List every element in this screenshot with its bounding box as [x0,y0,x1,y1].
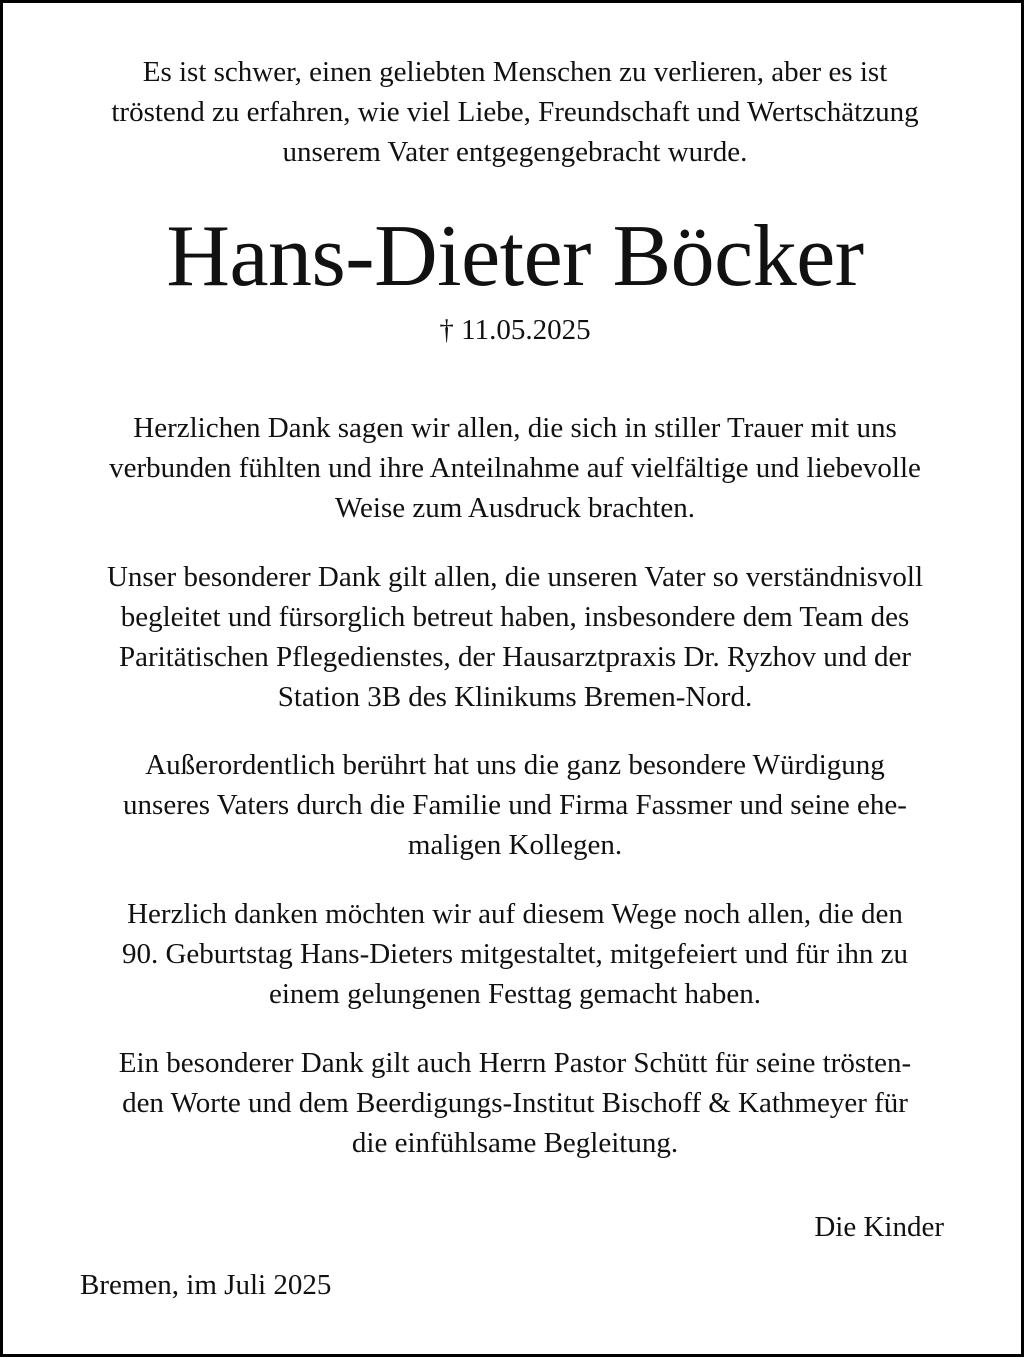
intro-line: unserem Vater entgegengebracht wurde. [282,136,748,168]
death-date: † 11.05.2025 [439,314,591,346]
paragraph-line: Außerordentlich berührt hat uns die ganz besondere Würdigung [145,749,885,781]
paragraph-line: Herzlichen Dank sagen wir allen, die sich in stiller Trauer mit uns [133,412,897,444]
place-date: Bremen, im Juli 2025 [80,1269,332,1301]
paragraph-line: 90. Geburtstag Hans-Dieters mitgestaltet, mitgefeiert und für ihn zu [121,938,908,970]
intro-line: tröstend zu erfahren, wie viel Liebe, Freundschaft und Wertschätzung [111,96,919,128]
thanks-paragraph-3 [3,745,1024,865]
paragraph-line: Paritätischen Pflegedienstes, der Hausarztpraxis Dr. Ryzhov und der [118,641,912,673]
paragraph-line: maligen Kollegen. [407,829,623,861]
paragraph-line: begleitet und fürsorglich betreut haben, insbesondere dem Team des [120,601,910,633]
intro-text [3,52,1024,172]
paragraph-line: einem gelungenen Festtag gemacht haben. [268,978,762,1010]
thanks-paragraph-4 [3,894,1024,1014]
paragraph-line: unseres Vaters durch die Familie und Firma Fassmer und seine ehe- [123,789,907,821]
paragraph-line: Ein besonderer Dank gilt auch Herrn Pastor Schütt für seine trösten- [118,1047,912,1079]
thanks-paragraph-1 [3,408,1024,528]
thanks-paragraph-5 [3,1043,1024,1163]
thanks-paragraph-2 [3,557,1024,717]
paragraph-line: verbunden fühlten und ihre Anteilnahme auf vielfältige und liebevolle [109,452,921,484]
paragraph-line: Weise zum Ausdruck brachten. [334,492,696,524]
deceased-name: Hans-Dieter Böcker [166,208,864,305]
paragraph-line: Unser besonderer Dank gilt allen, die unseren Vater so verständnisvoll [106,561,924,593]
paragraph-line: Station 3B des Klinikums Bremen-Nord. [277,681,753,713]
paragraph-line: die einfühlsame Begleitung. [351,1127,679,1159]
paragraph-line: den Worte und dem Beerdigungs-Institut Bischoff & Kathmeyer für [122,1087,908,1119]
signature: Die Kinder [814,1211,944,1243]
intro-line: Es ist schwer, einen geliebten Menschen zu verlieren, aber es ist [142,56,888,88]
paragraph-line: Herzlich danken möchten wir auf diesem Wege noch allen, die den [127,898,903,930]
